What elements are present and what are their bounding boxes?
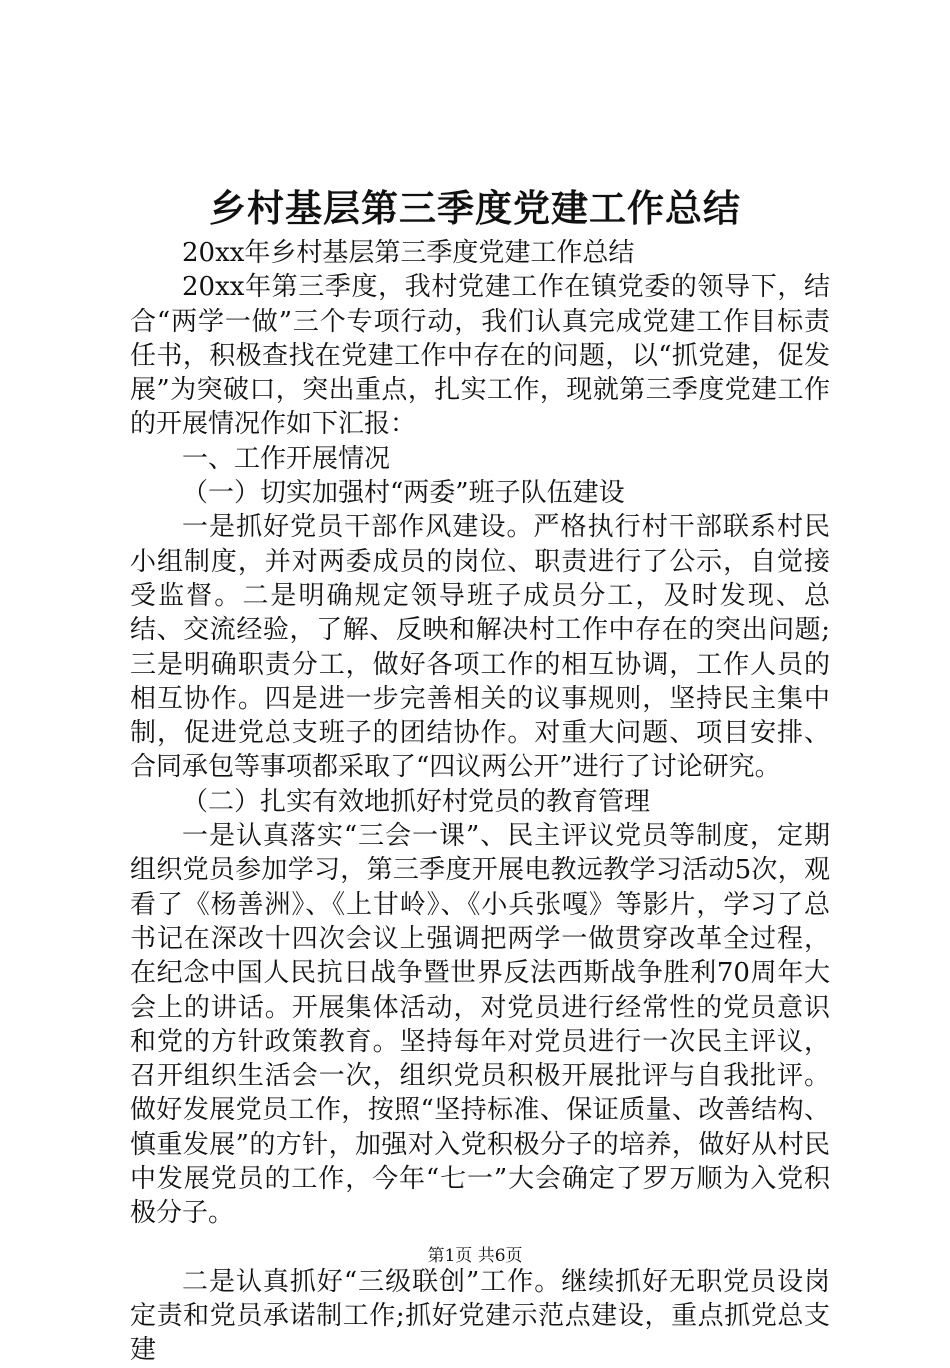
paragraph-work-style: 一是抓好党员干部作风建设。严格执行村干部联系村民小组制度，并对两委成员的岗位、职责进行了公示，自觉接受监督。二是明确规定领导班子成员分工，及时发现、总结、交流经验，了解、反映和解决村工作中存在的突出问题;三是明确职责分工，做好各项工作的相互协调，工作人员的相互协作。四是进一步完善相关的议事规则，坚持民主集中制，促进党总支班子的团结协作。对重大问题、项目安排、合同承包等事项都采取了“四议两公开”进行了讨论研究。: [130, 512, 830, 783]
subsection-heading-1: （一）切实加强村“两委”班子队伍建设: [182, 478, 625, 509]
section-heading-1: 一、工作开展情况: [182, 443, 391, 474]
paragraph-subtitle: 20xx年乡村基层第三季度党建工作总结: [182, 238, 635, 268]
paragraph-education: 一是认真落实“三会一课”、民主评议党员等制度，定期组织党员参加学习，第三季度开展电教远教学习活动5次，观看了《杨善洲》、《上甘岭》、《小兵张嘎》等影片，学习了总书记在深改十四次会议上强调把两学一做贯穿改革全过程，在纪念中国人民抗日战争暨世界反法西斯战争胜利70周年大会上的讲话。开展集体活动，对党员进行经常性的党员意识和党的方针政策教育。坚持每年对党员进行一次民主评议，召开组织生活会一次，组织党员积极开展批评与自我批评。做好发展党员工作，按照“坚持标准、保证质量、改善结构、慎重发展”的方针，加强对入党积极分子的培养，做好从村民中发展党员的工作，今年“七一”大会确定了罗万顺为入党积极分子。: [130, 821, 830, 1229]
document-body: [130, 236, 830, 1368]
document-title: 乡村基层第三季度党建工作总结: [209, 186, 741, 230]
paragraph-intro: 20xx年第三季度，我村党建工作在镇党委的领导下，结合“两学一做”三个专项行动，我们认真完成党建工作目标责任书，积极查找在党建工作中存在的问题，以“抓党建，促发展”为突破口，突出重点，扎实工作，现就第三季度党建工作的开展情况作如下汇报：: [130, 272, 830, 440]
paragraph-three-level: 二是认真抓好“三级联创”工作。继续抓好无职党员设岗定责和党员承诺制工作;抓好党建示范点建设，重点抓党总支建: [130, 1266, 830, 1366]
page-footer: 第1页 共6页: [427, 1246, 523, 1266]
subsection-heading-2: （二）扎实有效地抓好村党员的教育管理: [182, 786, 651, 817]
